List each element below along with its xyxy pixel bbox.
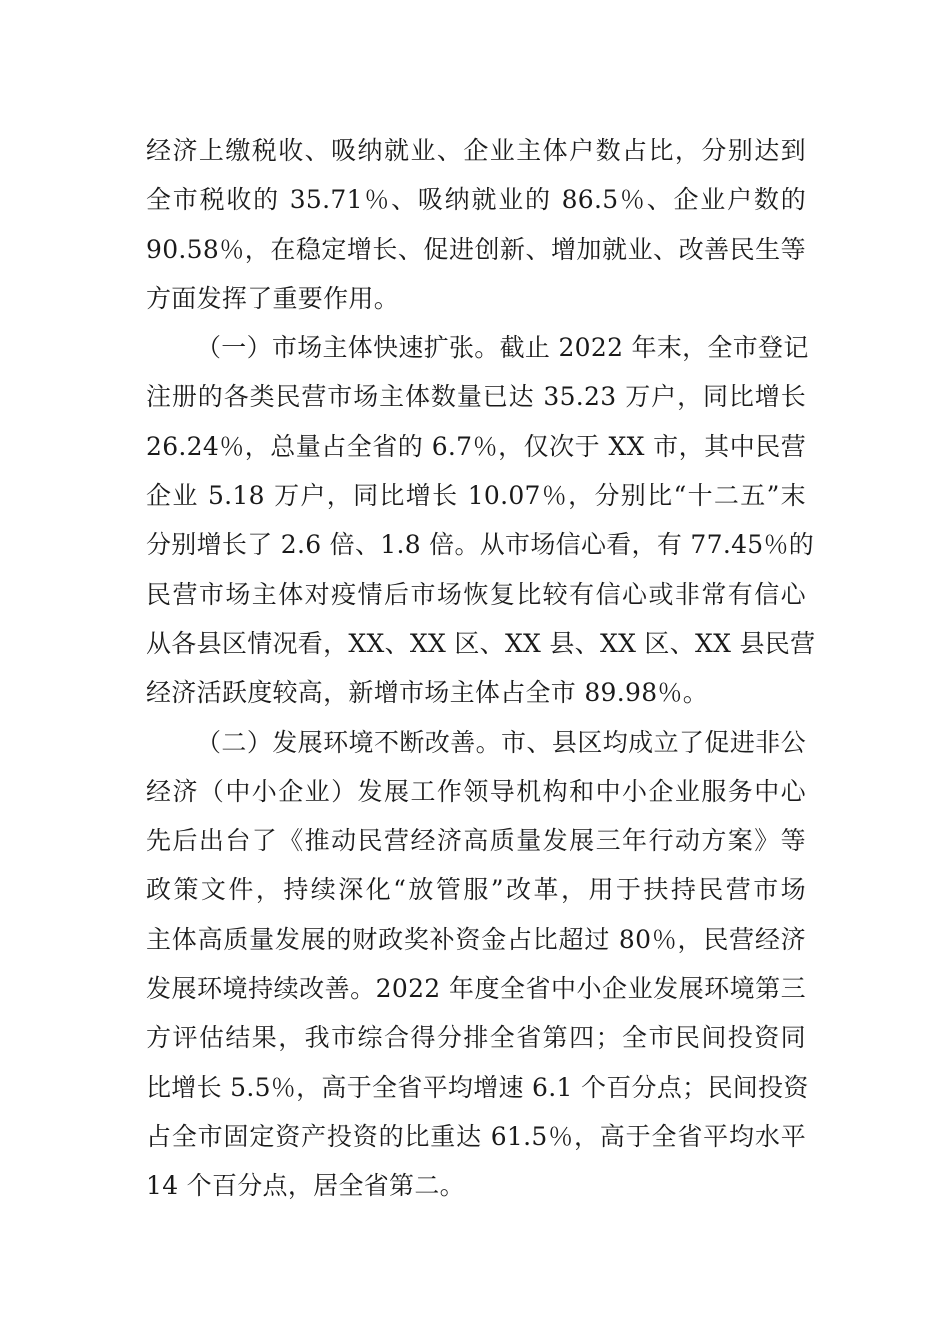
text-line: 90.58％，在稳定增长、促进创新、增加就业、改善民生等	[146, 234, 806, 264]
text-line: 比增长 5.5％，高于全省平均增速 6.1 个百分点；民间投资	[146, 1072, 809, 1102]
text-line: 占全市固定资产投资的比重达 61.5％，高于全省平均水平	[146, 1121, 806, 1151]
text-line: 发展环境持续改善。2022 年度全省中小企业发展环境第三	[146, 974, 806, 1004]
text-line: 政策文件，持续深化“放管服”改革，用于扶持民营市场	[146, 875, 806, 905]
text-line: 主体高质量发展的财政奖补资金占比超过 80％，民营经济	[146, 924, 806, 954]
text-line: （二）发展环境不断改善。市、县区均成立了促进非公	[196, 727, 806, 757]
text-line: 先后出台了《推动民营经济高质量发展三年行动方案》等	[146, 826, 806, 856]
text-line: 经济（中小企业）发展工作领导机构和中小企业服务中心	[146, 776, 806, 806]
text-line: 注册的各类民营市场主体数量已达 35.23 万户，同比增长	[146, 382, 806, 412]
text-line: 经济上缴税收、吸纳就业、企业主体户数占比，分别达到	[146, 136, 806, 165]
text-line: 民营市场主体对疫情后市场恢复比较有信心或非常有信心	[146, 579, 806, 609]
document-body	[146, 126, 816, 1211]
text-line: 企业 5.18 万户，同比增长 10.07％，分别比“十二五”末	[146, 481, 806, 511]
text-line: 26.24％，总量占全省的 6.7％，仅次于 XX 市，其中民营	[146, 431, 806, 461]
text-line: 方面发挥了重要作用。	[146, 283, 400, 313]
text-line: 从各县区情况看，XX、XX 区、XX 县、XX 区、XX 县民营	[146, 628, 816, 658]
paragraph-3	[146, 718, 809, 1211]
text-line: 方评估结果，我市综合得分排全省第四；全市民间投资同	[146, 1023, 806, 1053]
text-line: 分别增长了 2.6 倍、1.8 倍。从市场信心看，有 77.45％的	[146, 530, 815, 560]
paragraph-1	[146, 126, 806, 323]
paragraph-2	[146, 323, 816, 717]
text-line: 全市税收的 35.71％、吸纳就业的 86.5％、企业户数的	[146, 185, 806, 215]
text-line: （一）市场主体快速扩张。截止 2022 年末，全市登记	[196, 333, 809, 363]
text-line: 14 个百分点，居全省第二。	[146, 1171, 465, 1201]
text-line: 经济活跃度较高，新增市场主体占全市 89.98％。	[146, 678, 709, 708]
